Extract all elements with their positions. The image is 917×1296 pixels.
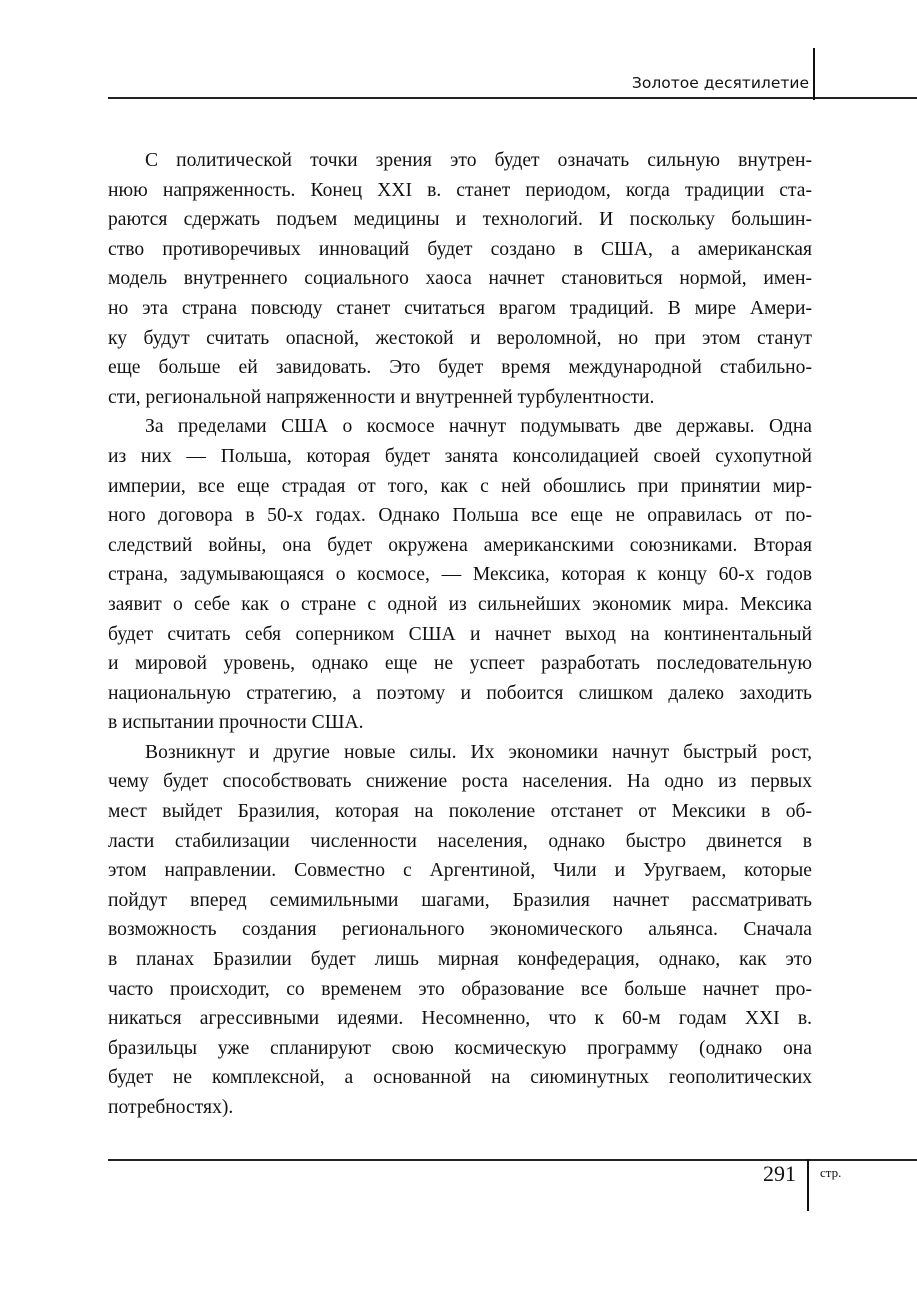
text-line: ство противоречивых инноваций будет создано в США, а американская bbox=[108, 238, 812, 260]
header-vertical-rule bbox=[813, 48, 815, 100]
paragraph bbox=[108, 146, 812, 412]
paragraph bbox=[108, 412, 812, 738]
text-line: модель внутреннего социального хаоса начнет становиться нормой, имен- bbox=[108, 268, 812, 290]
text-line: страна, задумывающаяся о космосе, — Мексика, которая к концу 60-х годов bbox=[108, 564, 812, 586]
text-line: заявит о себе как о стране с одной из сильнейших экономик мира. Мексика bbox=[108, 593, 812, 615]
text-line: будет считать себя соперником США и начнет выход на континентальный bbox=[108, 623, 812, 645]
text-line: из них — Польша, которая будет занята консолидацией своей сухопутной bbox=[108, 445, 812, 467]
text-line: ласти стабилизации численности населения, однако быстро двинется в bbox=[108, 830, 812, 852]
text-line: мест выйдет Бразилия, которая на поколение отстанет от Мексики в об- bbox=[108, 801, 812, 823]
page-label: стр. bbox=[820, 1165, 842, 1180]
text-line: еще больше ей завидовать. Это будет время международной стабильно- bbox=[108, 357, 812, 379]
text-line: будет не комплексной, а основанной на сиюминутных геополитических bbox=[108, 1067, 812, 1089]
body-text bbox=[108, 146, 812, 1123]
text-line: возможность создания регионального экономического альянса. Сначала bbox=[108, 919, 812, 941]
paragraph bbox=[108, 738, 812, 1123]
header-rule bbox=[108, 97, 917, 99]
text-line: этом направлении. Совместно с Аргентиной, Чили и Уругваем, которые bbox=[108, 860, 812, 882]
text-line: бразильцы уже спланируют свою космическую программу (однако она bbox=[108, 1037, 812, 1059]
text-line: империи, все еще страдая от того, как с ней обошлись при принятии мир- bbox=[108, 475, 812, 497]
text-line: следствий войны, она будет окружена американскими союзниками. Вторая bbox=[108, 534, 812, 556]
footer-vertical-rule bbox=[807, 1159, 809, 1211]
text-line: национальную стратегию, а поэтому и побоится слишком далеко заходить bbox=[108, 682, 812, 704]
text-line: часто происходит, со временем это образование все больше начнет про- bbox=[108, 978, 812, 1000]
text-line: нюю напряженность. Конец XXI в. станет периодом, когда традиции ста- bbox=[108, 179, 812, 201]
running-title: Золотое десятилетие bbox=[631, 74, 809, 92]
text-line: раются сдержать подъем медицины и технологий. И поскольку большин- bbox=[108, 209, 812, 231]
text-line: в испытании прочности США. bbox=[108, 712, 364, 734]
text-line: За пределами США о космосе начнут подумывать две державы. Одна bbox=[145, 416, 812, 438]
text-line: но эта страна повсюду станет считаться врагом традиций. В мире Амери- bbox=[108, 297, 812, 319]
text-line: ку будут считать опасной, жестокой и вероломной, но при этом станут bbox=[108, 327, 812, 349]
text-line: ного договора в 50-х годах. Однако Польша все еще не оправилась от по- bbox=[108, 505, 812, 527]
text-line: чему будет способствовать снижение роста населения. На одно из первых bbox=[108, 771, 812, 793]
text-line: и мировой уровень, однако еще не успеет разработать последовательную bbox=[108, 653, 812, 675]
text-line: пойдут вперед семимильными шагами, Бразилия начнет рассматривать bbox=[108, 889, 812, 911]
text-line: С политической точки зрения это будет означать сильную внутрен- bbox=[145, 150, 812, 171]
text-line: никаться агрессивными идеями. Несомненно, что к 60-м годам XXI в. bbox=[108, 1008, 812, 1030]
text-line: сти, региональной напряженности и внутренней турбулентности. bbox=[108, 386, 655, 408]
text-line: потребностях). bbox=[108, 1097, 234, 1118]
page-number: 291 bbox=[763, 1161, 796, 1186]
text-line: Возникнут и другие новые силы. Их экономики начнут быстрый рост, bbox=[145, 741, 812, 763]
text-line: в планах Бразилии будет лишь мирная конфедерация, однако, как это bbox=[108, 949, 812, 971]
